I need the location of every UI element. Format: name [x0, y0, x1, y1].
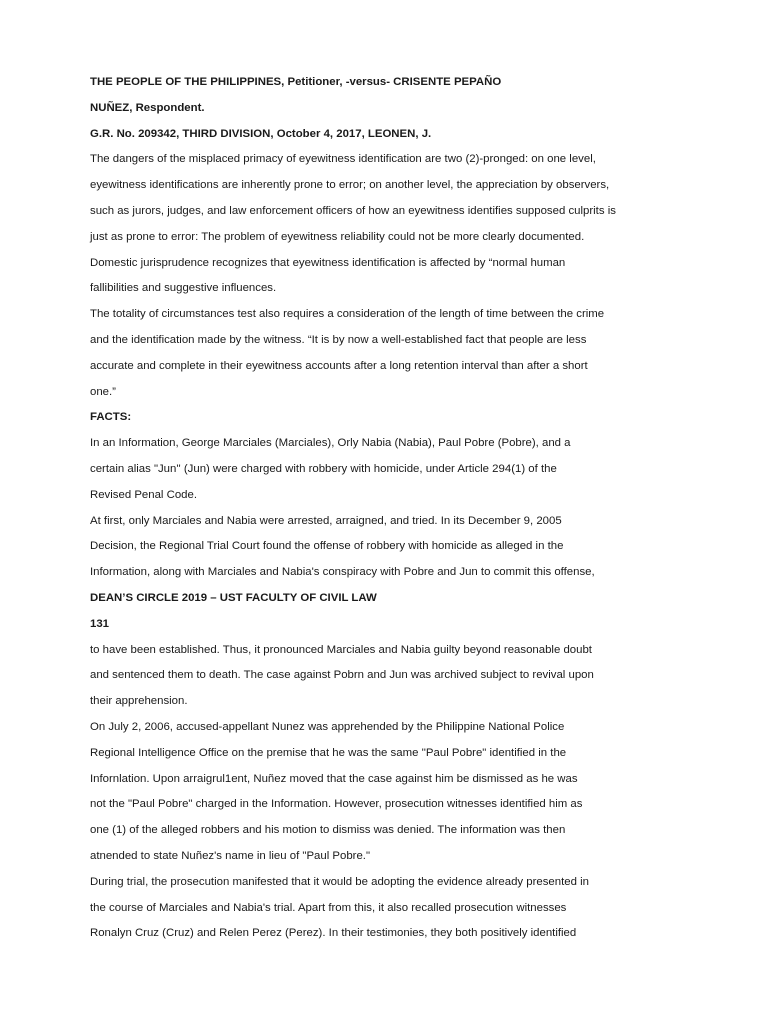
heading-line: FACTS: [90, 411, 132, 424]
text-line: At first, only Marciales and Nabia were arrested, arraigned, and tried. In its December 9, 2005 [90, 514, 562, 527]
text-line: their apprehension. [90, 695, 188, 708]
text-line: The dangers of the misplaced primacy of eyewitness identification are two (2)-pronged: on one level, [90, 153, 596, 166]
text-line: not the "Paul Pobre" charged in the Information. However, prosecution witnesses identified him as [90, 798, 583, 811]
text-line: During trial, the prosecution manifested that it would be adopting the evidence already presented in [90, 875, 589, 888]
text-line: certain alias "Jun'' (Jun) were charged with robbery with homicide, under Article 294(1) of the [90, 462, 557, 475]
heading-line: DEAN’S CIRCLE 2019 – UST FACULTY OF CIVIL LAW [90, 591, 377, 604]
text-line: Ronalyn Cruz (Cruz) and Relen Perez (Perez). In their testimonies, they both positively identified [90, 927, 577, 940]
text-line: one (1) of the alleged robbers and his motion to dismiss was denied. The information was then [90, 824, 566, 837]
text-line: one.” [90, 385, 116, 398]
text-line: atnended to state Nuñez's name in lieu of "Paul Pobre." [90, 849, 371, 862]
text-line: fallibilities and suggestive influences. [90, 282, 277, 295]
text-line: and the identification made by the witness. “It is by now a well-established fact that people are less [90, 333, 587, 346]
heading-line: 131 [90, 617, 110, 630]
text-line: just as prone to error: The problem of eyewitness reliability could not be more clearly documented. [90, 230, 585, 243]
text-line: such as jurors, judges, and law enforcement officers of how an eyewitness identifies supposed culprits is [90, 204, 616, 217]
text-line: Infornlation. Upon arraigrul1ent, Nuñez moved that the case against him be dismissed as he was [90, 772, 578, 785]
text-line: Revised Penal Code. [90, 488, 198, 501]
text-line: Regional Intelligence Office on the premise that he was the same ''Paul Pobre" identified in the [90, 746, 567, 759]
text-line: eyewitness identifications are inherently prone to error; on another level, the appreciation by observers, [90, 179, 610, 192]
heading-line: G.R. No. 209342, THIRD DIVISION, October 4, 2017, LEONEN, J. [90, 127, 432, 140]
text-line: In an Information, George Marciales (Marciales), Orly Nabia (Nabia), Paul Pobre (Pobre), and a [90, 437, 571, 450]
heading-line: THE PEOPLE OF THE PHILIPPINES, Petitioner, -versus- CRISENTE PEPAÑO [90, 76, 502, 88]
text-line: and sentenced them to death. The case against Pobrn and Jun was archived subject to revival upon [90, 669, 594, 682]
text-line: the course of Marciales and Nabia's trial. Apart from this, it also recalled prosecution witnesses [90, 901, 567, 914]
text-line: accurate and complete in their eyewitness accounts after a long retention interval than after a short [90, 359, 588, 372]
text-line: The totality of circumstances test also requires a consideration of the length of time between the crime [90, 308, 605, 321]
text-line: On July 2, 2006, accused-appellant Nunez was apprehended by the Philippine National Police [90, 720, 565, 733]
text-line: Domestic jurisprudence recognizes that eyewitness identification is affected by “normal human [90, 256, 566, 269]
text-line: Information, along with Marciales and Nabia's conspiracy with Pobre and Jun to commit this offense, [90, 566, 595, 579]
document-body [90, 70, 690, 947]
heading-line: NUÑEZ, Respondent. [90, 101, 205, 114]
text-line: to have been established. Thus, it pronounced Marciales and Nabia guilty beyond reasonable doubt [90, 643, 592, 656]
text-line: Decision, the Regional Trial Court found the offense of robbery with homicide as alleged in the [90, 540, 564, 553]
